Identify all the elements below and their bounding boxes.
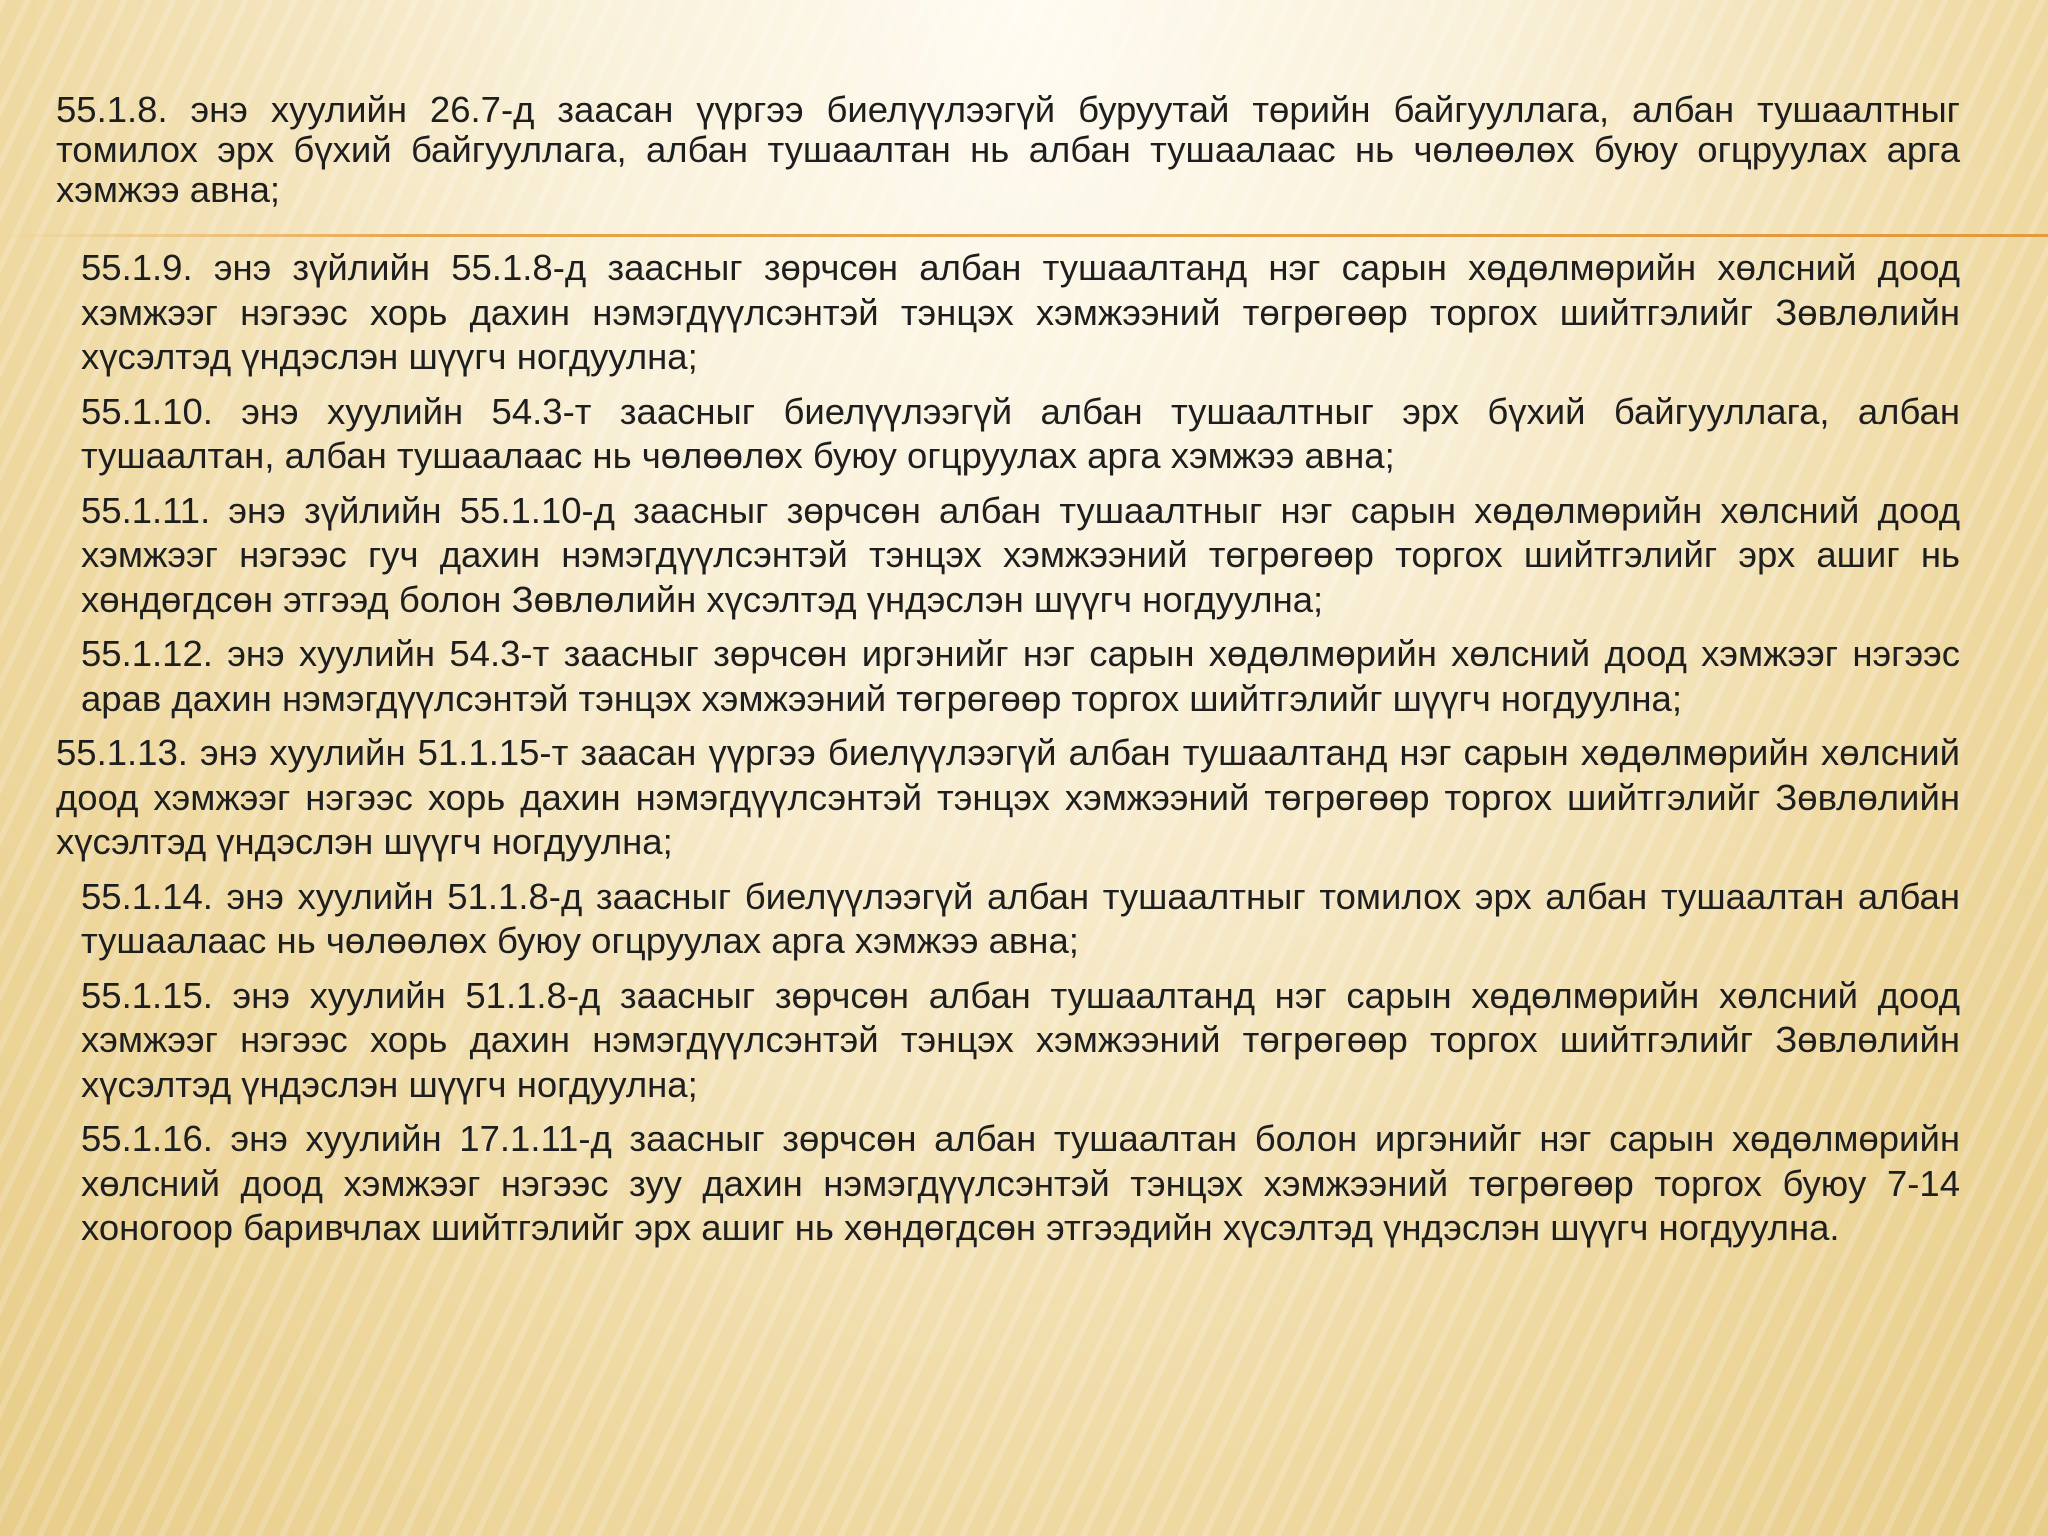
paragraph-55-1-15: 55.1.15. энэ хуулийн 51.1.8-д заасныг зөрчсөн албан тушаалтанд нэг сарын хөдөлмөрийн хөлсний доод хэмжээг нэгээс хорь дахин нэмэгдүүлсэнтэй тэнцэх хэмжээний төгрөгөөр торгох шийтгэлийг Зөвлөлийн хүсэлтэд үндэслэн шүүгч ногдуулна;	[81, 974, 1960, 1105]
paragraph-55-1-9: 55.1.9. энэ зүйлийн 55.1.8-д заасныг зөрчсөн албан тушаалтанд нэг сарын хөдөлмөрийн хөлсний доод хэмжээг нэгээс хорь дахин нэмэгдүүлсэнтэй тэнцэх хэмжээний төгрөгөөр торгох шийтгэлийг Зөвлөлийн хүсэлтэд үндэслэн шүүгч ногдуулна;	[81, 247, 1960, 377]
paragraph-55-1-11: 55.1.11. энэ зүйлийн 55.1.10-д заасныг зөрчсөн албан тушаалтныг нэг сарын хөдөлмөрийн хөлсний доод хэмжээг нэгээс гуч дахин нэмэгдүүлсэнтэй тэнцэх хэмжээний төгрөгөөр торгох шийтгэлийг эрх ашиг нь хөндөгдсөн этгээд болон Зөвлөлийн хүсэлтэд үндэслэн шүүгч ногдуулна;	[81, 489, 1960, 620]
paragraph-55-1-14: 55.1.14. энэ хуулийн 51.1.8-д заасныг биелүүлээгүй албан тушаалтныг томилох эрх албан тушаалтан албан тушаалаас нь чөлөөлөх буюу огцруулах арга хэмжээ авна;	[81, 875, 1960, 961]
paragraph-55-1-13: 55.1.13. энэ хуулийн 51.1.15-т заасан үүргээ биелүүлээгүй албан тушаалтанд нэг сарын хөдөлмөрийн хөлсний доод хэмжээг нэгээс хорь дахин нэмэгдүүлсэнтэй тэнцэх хэмжээний төгрөгөөр торгох шийтгэлийг Зөвлөлийн хүсэлтэд үндэслэн шүүгч ногдуулна;	[56, 732, 1960, 862]
paragraph-55-1-12: 55.1.12. энэ хуулийн 54.3-т заасныг зөрчсөн иргэнийг нэг сарын хөдөлмөрийн хөлсний доод хэмжээг нэгээс арав дахин нэмэгдүүлсэнтэй тэнцэх хэмжээний төгрөгөөр торгох шийтгэлийг шүүгч ногдуулна;	[81, 633, 1960, 719]
title-divider	[0, 234, 2048, 237]
header-paragraph: 55.1.8. энэ хуулийн 26.7-д заасан үүргээ биелүүлээгүй буруутай төрийн байгууллага, албан тушаалтныг томилох эрх бүхий байгууллага, албан тушаалтан нь албан тушаалаас нь чөлөөлөх буюу огцруулах арга хэмжээ авна;	[56, 89, 1960, 210]
paragraph-55-1-10: 55.1.10. энэ хуулийн 54.3-т заасныг биелүүлээгүй албан тушаалтныг эрх бүхий байгууллага, албан тушаалтан, албан тушаалаас нь чөлөөлөх буюу огцруулах арга хэмжээ авна;	[81, 390, 1960, 476]
slide-header	[56, 90, 1960, 210]
paragraph-55-1-16: 55.1.16. энэ хуулийн 17.1.11-д заасныг зөрчсөн албан тушаалтан болон иргэнийг нэг сарын хөдөлмөрийн хөлсний доод хэмжээг нэгээс зуу дахин нэмэгдүүлсэнтэй тэнцэх хэмжээний төгрөгөөр торгох буюу 7-14 хоногоор баривчлах шийтгэлийг эрх ашиг нь хөндөгдсөн этгээдийн хүсэлтэд үндэслэн шүүгч ногдуулна.	[81, 1118, 1960, 1248]
slide-body	[56, 246, 1960, 1261]
